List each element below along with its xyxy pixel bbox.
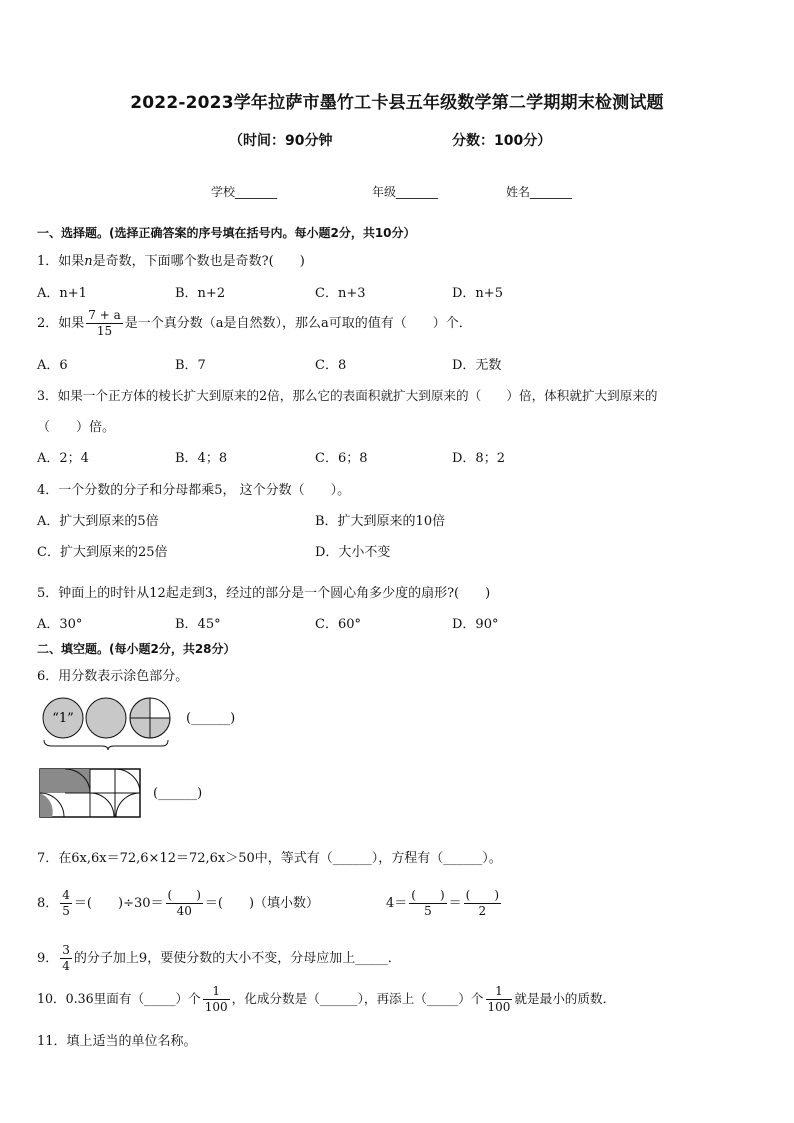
q2-option-b: B．7 <box>175 358 206 373</box>
exam-score: 分数：100分） <box>452 133 552 149</box>
question-8: 8． $\frac{4}{5}$ ＝( )÷30＝ $\frac{( )}{40}$ ＝( )（填小数） <box>37 888 320 918</box>
q4-option-a: A．扩大到原来的5倍 <box>37 514 159 529</box>
question-3-line2: （ ）倍。 <box>37 420 116 435</box>
q5-option-d: D．90° <box>452 617 499 632</box>
exam-time: （时间：90分钟 <box>229 133 333 149</box>
section-1-heading: 一、选择题。(选择正确答案的序号填在括号内。每小题2分，共10分） <box>37 226 416 240</box>
q2-fraction: $\frac{7 + a}{15}$ <box>88 308 121 338</box>
question-1: 1．如果n是奇数，下面哪个数也是奇数?( ) <box>37 254 305 269</box>
q5-option-b: B．45° <box>175 617 221 632</box>
question-6: 6．用分数表示涂色部分。 <box>37 669 189 684</box>
name-field: 姓名_______ <box>506 185 573 199</box>
q4-option-d: D．大小不变 <box>315 545 391 560</box>
grade-field: 年级_______ <box>372 185 439 199</box>
question-4: 4．一个分数的分子和分母都乘5， 这个分数（ ）。 <box>37 483 351 498</box>
whole-circle-2 <box>86 698 126 738</box>
q1-option-c: C．n+3 <box>315 286 366 301</box>
q1-option-d: D．n+5 <box>452 286 503 301</box>
q2-option-a: A．6 <box>37 358 68 373</box>
q4-option-c: C．扩大到原来的25倍 <box>37 545 168 560</box>
q2-option-d: D．无数 <box>452 358 502 373</box>
question-10: 10．0.36里面有（_____）个 $\frac{1}{100}$ ，化成分数是（______），再添上（_____）个 $\frac{1}{100}$ 就是最小的质数． <box>37 984 616 1014</box>
q3-option-d: D．8；2 <box>452 451 505 466</box>
q6-blank-2[interactable]: (______) <box>153 786 203 801</box>
question-5: 5．钟面上的时针从12起走到3，经过的部分是一个圆心角多少度的扇形?( ) <box>37 586 491 601</box>
q5-option-c: C．60° <box>315 617 361 632</box>
q3-option-a: A．2；4 <box>37 451 89 466</box>
rectangle-figure <box>39 768 141 818</box>
page-title: 2022-2023学年拉萨市墨竹工卡县五年级数学第二学期期末检测试题 <box>130 93 664 113</box>
circles-figure <box>38 694 178 750</box>
brace <box>44 740 168 750</box>
q6-blank-1[interactable]: (______) <box>186 711 236 726</box>
q1-option-a: A．n+1 <box>37 286 87 301</box>
q2-option-c: C．8 <box>315 358 347 373</box>
q3-option-b: B．4；8 <box>175 451 228 466</box>
q4-option-b: B．扩大到原来的10倍 <box>315 514 446 529</box>
q5-option-a: A．30° <box>37 617 83 632</box>
circle-label: “1” <box>52 711 74 726</box>
section-2-heading: 二、填空题。(每小题2分，共28分） <box>37 642 236 656</box>
question-2: 2．如果 $\frac{7 + a}{15}$ 是一个真分数（a是自然数），那么a可取的值有（ ）个． <box>37 308 472 338</box>
question-7: 7．在6x,6x＝72,6×12＝72,6x＞50中，等式有（______），方程有（______）。 <box>37 851 502 866</box>
q1-option-b: B．n+2 <box>175 286 226 301</box>
q3-option-c: C．6；8 <box>315 451 368 466</box>
school-field: 学校_______ <box>211 185 278 199</box>
question-8-part-2: 4＝ $\frac{( )}{5}$ ＝ $\frac{( )}{2}$ <box>386 888 500 918</box>
question-11: 11．填上适当的单位名称。 <box>37 1034 197 1049</box>
question-9: 9． $\frac{3}{4}$ 的分子加上9，要使分数的大小不变，分母应加上_____． <box>37 943 401 973</box>
question-3-line1: 3．如果一个正方体的棱长扩大到原来的2倍，那么它的表面积就扩大到原来的（ ）倍，体积就扩大到原来的 <box>37 388 658 403</box>
